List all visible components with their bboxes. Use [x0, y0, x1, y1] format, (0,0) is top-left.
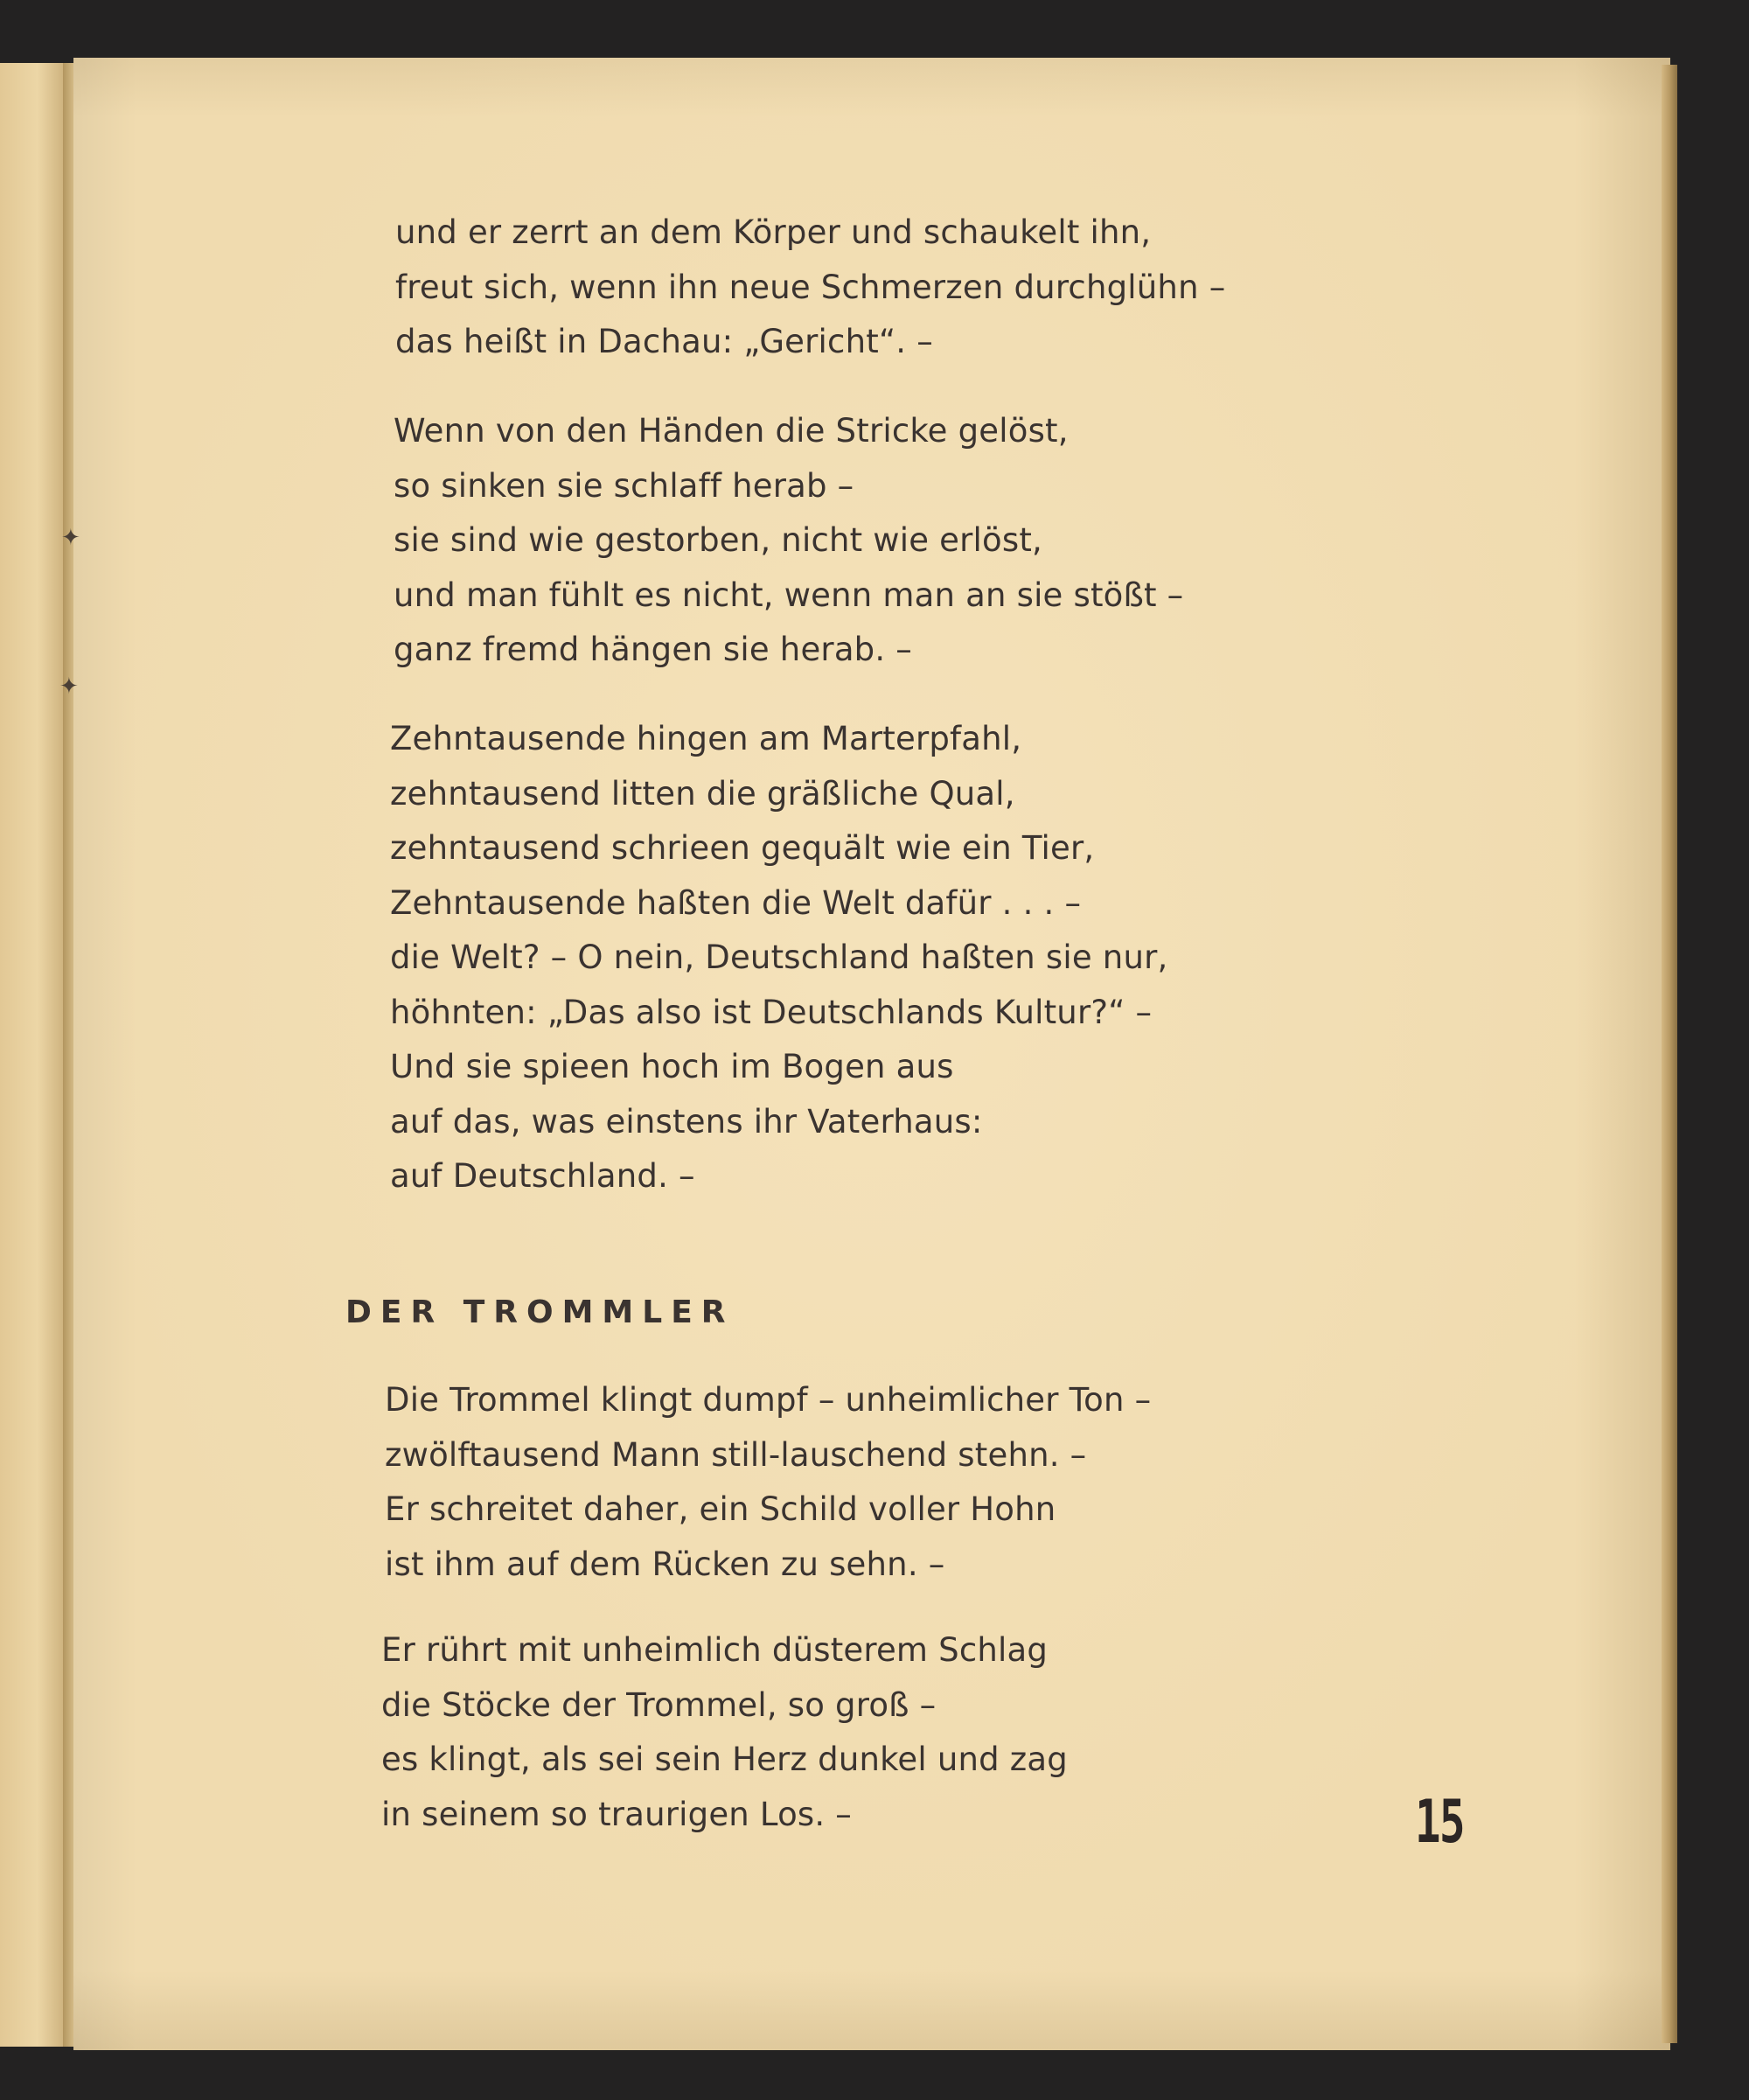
- verse-line: in seinem so traurigen Los. –: [381, 1795, 853, 1833]
- verse-line: Zehntausende haßten die Welt dafür . . . –: [390, 883, 1082, 922]
- verse-line: Er schreitet daher, ein Schild voller Hohn: [385, 1490, 1056, 1528]
- section-stanza-1: [385, 1373, 1151, 1592]
- verse-line: und man fühlt es nicht, wenn man an sie stößt –: [394, 576, 1184, 614]
- verse-line: das heißt in Dachau: „Gericht“. –: [395, 323, 933, 360]
- verse-line: die Welt? – O nein, Deutschland haßten sie nur,: [390, 938, 1168, 976]
- binding-stitch-mark: ✦: [61, 525, 80, 551]
- binding-stitch-mark: ✦: [59, 673, 79, 700]
- facing-page-edge: [0, 63, 70, 2047]
- stanza-1: [395, 206, 1225, 370]
- stanza-3: [390, 712, 1167, 1204]
- verse-line: Wenn von den Händen die Stricke gelöst,: [394, 412, 1069, 450]
- verse-line: es klingt, als sei sein Herz dunkel und zag: [381, 1741, 1068, 1778]
- verse-line: ganz fremd hängen sie herab. –: [394, 631, 912, 668]
- verse-line: zwölftausend Mann still-lauschend stehn. –: [385, 1435, 1087, 1474]
- stanza-2: [394, 404, 1183, 678]
- verse-line: Er rührt mit unheimlich düsterem Schlag: [381, 1631, 1049, 1669]
- verse-line: sie sind wie gestorben, nicht wie erlöst,: [394, 521, 1043, 559]
- verse-line: die Stöcke der Trommel, so groß –: [381, 1685, 937, 1724]
- verse-line: auf das, was einstens ihr Vaterhaus:: [390, 1102, 983, 1141]
- verse-line: ist ihm auf dem Rücken zu sehn. –: [385, 1545, 945, 1583]
- verse-line: so sinken sie schlaff herab –: [394, 466, 854, 505]
- section-title: DER TROMMLER: [345, 1294, 735, 1330]
- verse-line: Zehntausende hingen am Marterpfahl,: [390, 720, 1022, 757]
- section-stanza-2: [381, 1623, 1068, 1842]
- verse-line: freut sich, wenn ihn neue Schmerzen durchglühn –: [395, 268, 1226, 306]
- verse-line: höhnten: „Das also ist Deutschlands Kultur?“ –: [390, 993, 1153, 1031]
- verse-line: zehntausend schrieen gequält wie ein Tier,: [390, 829, 1095, 867]
- verse-line: Und sie spieen hoch im Bogen aus: [390, 1048, 954, 1085]
- verse-line: zehntausend litten die gräßliche Qual,: [390, 774, 1015, 813]
- page-number: 15: [1415, 1788, 1465, 1857]
- verse-line: Die Trommel klingt dumpf – unheimlicher Ton –: [385, 1381, 1152, 1419]
- page-block-edge: [1662, 65, 1677, 2043]
- verse-line: und er zerrt an dem Körper und schaukelt ihn,: [395, 213, 1152, 251]
- verse-line: auf Deutschland. –: [390, 1157, 695, 1195]
